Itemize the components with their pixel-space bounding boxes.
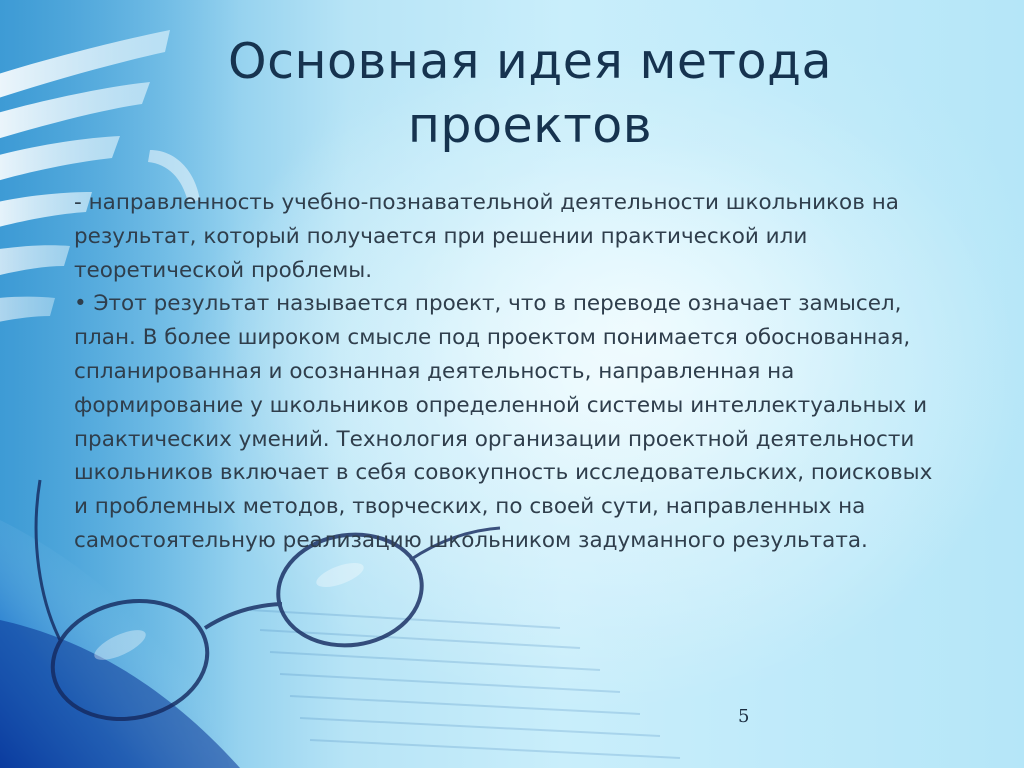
- slide-body: [74, 186, 944, 558]
- paragraph-definition: - направленность учебно-познавательной деятельности школьников на результат, который получается при решении практической или теоретической проблемы.: [74, 190, 899, 283]
- page-number: 5: [738, 706, 750, 727]
- title-line-2: проектов: [407, 97, 653, 154]
- title-line-1: Основная идея метода: [228, 33, 832, 90]
- paragraph-bullet: • Этот результат называется проект, что в переводе означает замысел, план. В более широком смысле под проектом понимается обоснованная, спланированная и осознанная деятельность, направленная на формирование у школьников определенной системы интеллектуальных и практических умений. Технология организации проектной деятельности школьников включает в себя совокупность исследовательских, поисковых и проблемных методов, творческих, по своей сути, направленных на самостоятельную реализацию школьником задуманного результата.: [74, 291, 933, 553]
- slide-title: [120, 30, 940, 158]
